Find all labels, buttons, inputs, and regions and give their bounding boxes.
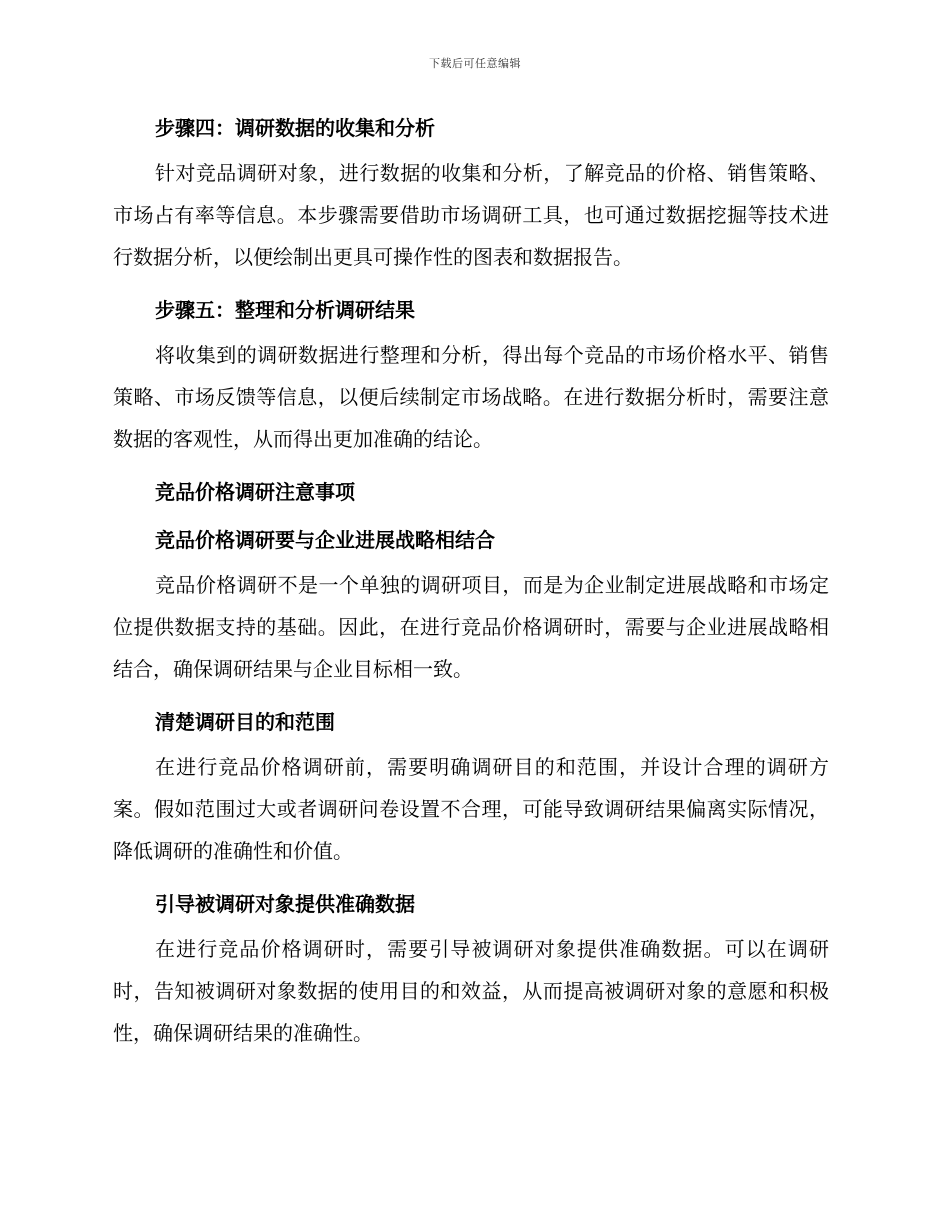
section-heading-step-five: 步骤五：整理和分析调研结果 — [155, 298, 415, 322]
paragraph-step-five: 将收集到的调研数据进行整理和分析，得出每个竞品的市场价格水平、销售策略、市场反馈等信息，以便后续制定市场战略。在进行数据分析时，需要注意数据的客观性，从而得出更加准确的结论。 — [113, 343, 829, 451]
paragraph-scope: 在进行竞品价格调研前，需要明确调研目的和范围，并设计合理的调研方案。假如范围过大或者调研问卷设置不合理，可能导致调研结果偏离实际情况，降低调研的准确性和价值。 — [113, 755, 829, 863]
section-heading-notes: 竞品价格调研注意事项 — [155, 480, 355, 504]
paragraph-strategy: 竞品价格调研不是一个单独的调研项目，而是为企业制定进展战略和市场定位提供数据支持的基础。因此，在进行竞品价格调研时，需要与企业进展战略相结合，确保调研结果与企业目标相一致。 — [113, 573, 829, 681]
page-header: 下载后可任意编辑 — [429, 57, 521, 70]
section-heading-step-four: 步骤四：调研数据的收集和分析 — [155, 116, 435, 140]
section-heading-accurate-data: 引导被调研对象提供准确数据 — [155, 892, 415, 916]
section-heading-strategy: 竞品价格调研要与企业进展战略相结合 — [155, 528, 495, 552]
paragraph-step-four: 针对竞品调研对象，进行数据的收集和分析，了解竞品的价格、销售策略、市场占有率等信息。本步骤需要借助市场调研工具，也可通过数据挖掘等技术进行数据分析，以便绘制出更具可操作性的图表和数据报告。 — [113, 161, 829, 269]
paragraph-accurate-data: 在进行竞品价格调研时，需要引导被调研对象提供准确数据。可以在调研时，告知被调研对象数据的使用目的和效益，从而提高被调研对象的意愿和积极性，确保调研结果的准确性。 — [113, 937, 829, 1045]
document-body — [113, 104, 829, 1062]
section-heading-scope: 清楚调研目的和范围 — [155, 710, 335, 734]
